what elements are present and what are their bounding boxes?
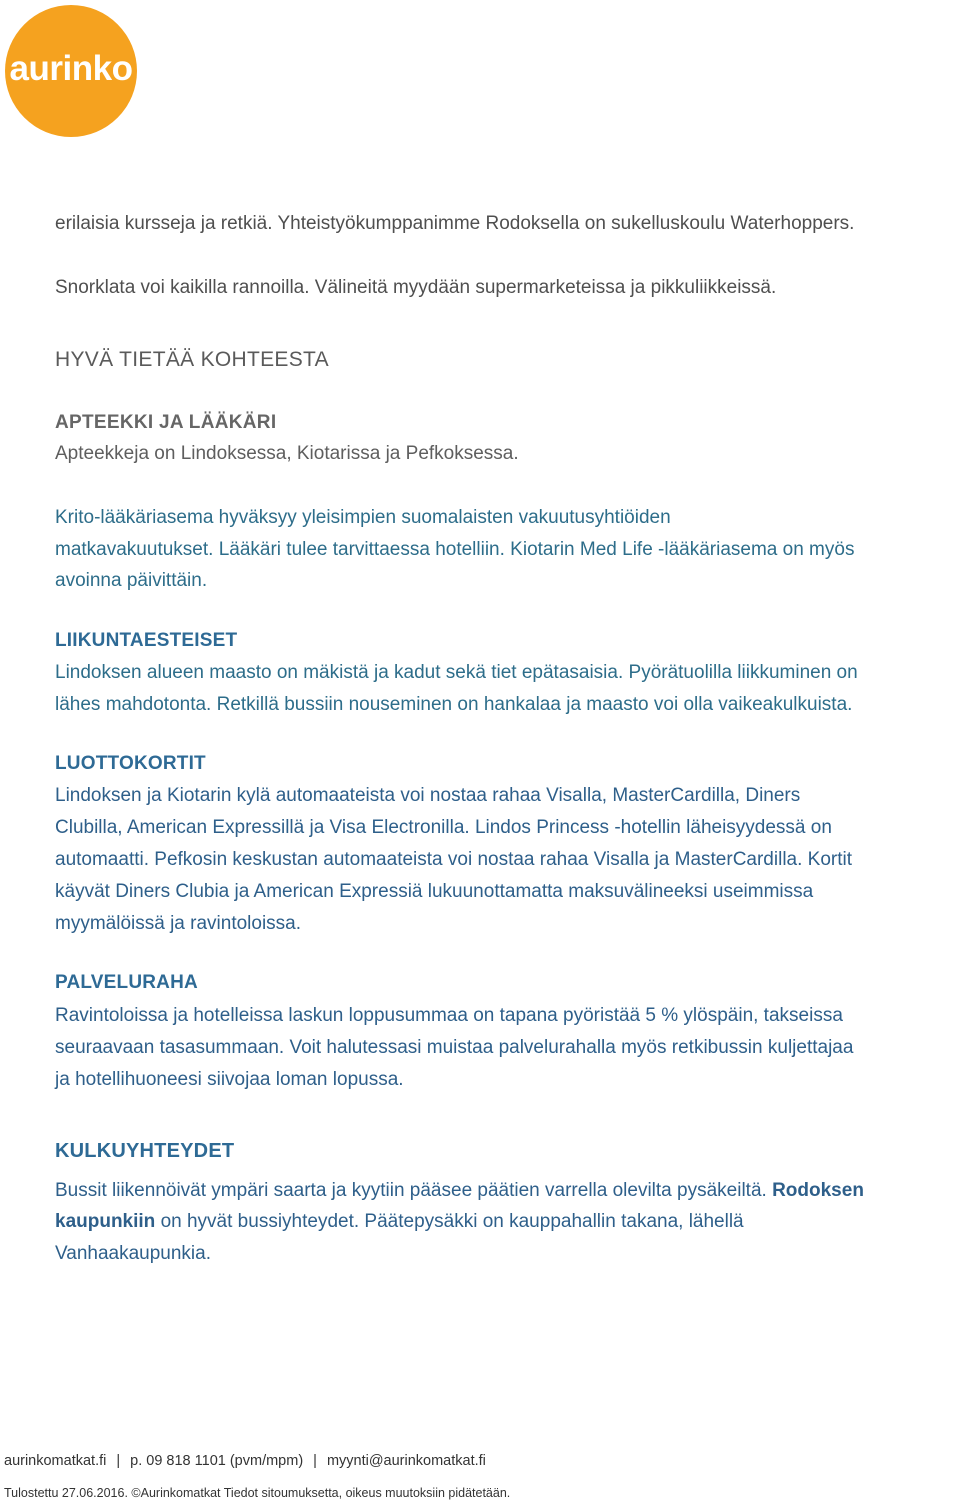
liikunta-line-1: Lindoksen alueen maasto on mäkistä ja kadut sekä tiet epätasaisia. Pyörätuolilla liikkuminen on — [55, 662, 858, 683]
footer-email-link[interactable]: myynti@aurinkomatkat.fi — [326, 1453, 486, 1469]
luottokortit-line-4: käyvät Diners Clubia ja American Expressiä lukuunottamatta maksuvälineeksi useimmissa — [55, 881, 814, 902]
intro-line-2: Snorklata voi kaikilla rannoilla. Välineitä myydään supermarketeissa ja pikkuliikkeissä. — [55, 277, 777, 298]
logo-text: aurinko — [9, 49, 133, 88]
intro-line-1: erilaisia kursseja ja retkiä. Yhteistyökumppanimme Rodoksella on sukelluskoulu Waterhoppers. — [55, 213, 855, 234]
liikunta-title: LIIKUNTAESTEISET — [55, 630, 238, 651]
footer-separator: | — [116, 1453, 121, 1469]
luottokortit-line-2: Clubilla, American Expressillä ja Visa Electronilla. Lindos Princess -hotellin läheisyydessä on — [55, 817, 832, 838]
palveluraha-title: PALVELURAHA — [55, 972, 198, 993]
kulkuyhteydet-line-3: Vanhaakaupunkia. — [55, 1243, 211, 1264]
luottokortit-line-5: myymälöissä ja ravintoloissa. — [55, 913, 302, 934]
kulkuyhteydet-line-2 — [55, 1210, 744, 1234]
palveluraha-line-2: seuraavaan tasasummaan. Voit halutessasi muistaa palvelurahalla myös retkibussin kuljettajaa — [55, 1037, 854, 1058]
palveluraha-line-3: ja hotellihuoneesi siivojaa loman lopussa. — [55, 1069, 404, 1090]
apteekki-line: Apteekkeja on Lindoksessa, Kiotarissa ja Pefkoksessa. — [55, 443, 519, 464]
luottokortit-line-1: Lindoksen ja Kiotarin kylä automaateista voi nostaa rahaa Visalla, MasterCardilla, Diners — [55, 785, 801, 806]
apteekki-title: APTEEKKI JA LÄÄKÄRI — [55, 412, 277, 433]
apteekki-para-line-1: Krito-lääkäriasema hyväksyy yleisimpien suomalaisten vakuutusyhtiöiden — [55, 507, 671, 528]
rodoksen-bold: Rodoksen — [772, 1180, 864, 1201]
footer-printed: Tulostettu 27.06.2016. ©Aurinkomatkat Tiedot sitoumuksetta, oikeus muutoksiin pidätetään. — [4, 1486, 511, 1500]
kulkuyhteydet-text-2: on hyvät bussiyhteydet. Päätepysäkki on kauppahallin takana, lähellä — [155, 1211, 744, 1232]
apteekki-para-line-3: avoinna päivittäin. — [55, 570, 208, 591]
kulkuyhteydet-title: KULKUYHTEYDET — [55, 1140, 235, 1162]
luottokortit-line-3: automaatti. Pefkosin keskustan automaateista voi nostaa rahaa Visalla ja MasterCardilla. Kortit — [55, 849, 853, 870]
kulkuyhteydet-line-1 — [55, 1179, 864, 1203]
kaupunkiin-bold: kaupunkiin — [55, 1211, 156, 1232]
aurinko-logo — [5, 5, 137, 137]
apteekki-para-line-2: matkavakuutukset. Lääkäri tulee tarvittaessa hotelliin. Kiotarin Med Life -lääkäriasema on myös — [55, 539, 855, 560]
luottokortit-title: LUOTTOKORTIT — [55, 753, 206, 774]
section-title: HYVÄ TIETÄÄ KOHTEESTA — [55, 348, 329, 371]
footer-separator: | — [313, 1453, 317, 1469]
footer-contact — [4, 1452, 486, 1470]
liikunta-line-2: lähes mahdotonta. Retkillä bussiin nouseminen on hankalaa ja maasto voi olla vaikeakulkuista. — [55, 694, 853, 715]
kulkuyhteydet-text-1: Bussit liikennöivät ympäri saarta ja kyytiin pääsee päätien varrella olevilta pysäkeiltä. — [55, 1180, 773, 1201]
footer-phone: p. 09 818 1101 (pvm/mpm) — [130, 1453, 304, 1469]
footer-site-link[interactable]: aurinkomatkat.fi — [4, 1453, 107, 1469]
palveluraha-line-1: Ravintoloissa ja hotelleissa laskun loppusummaa on tapana pyöristää 5 % ylöspäin, takseissa — [55, 1005, 843, 1026]
